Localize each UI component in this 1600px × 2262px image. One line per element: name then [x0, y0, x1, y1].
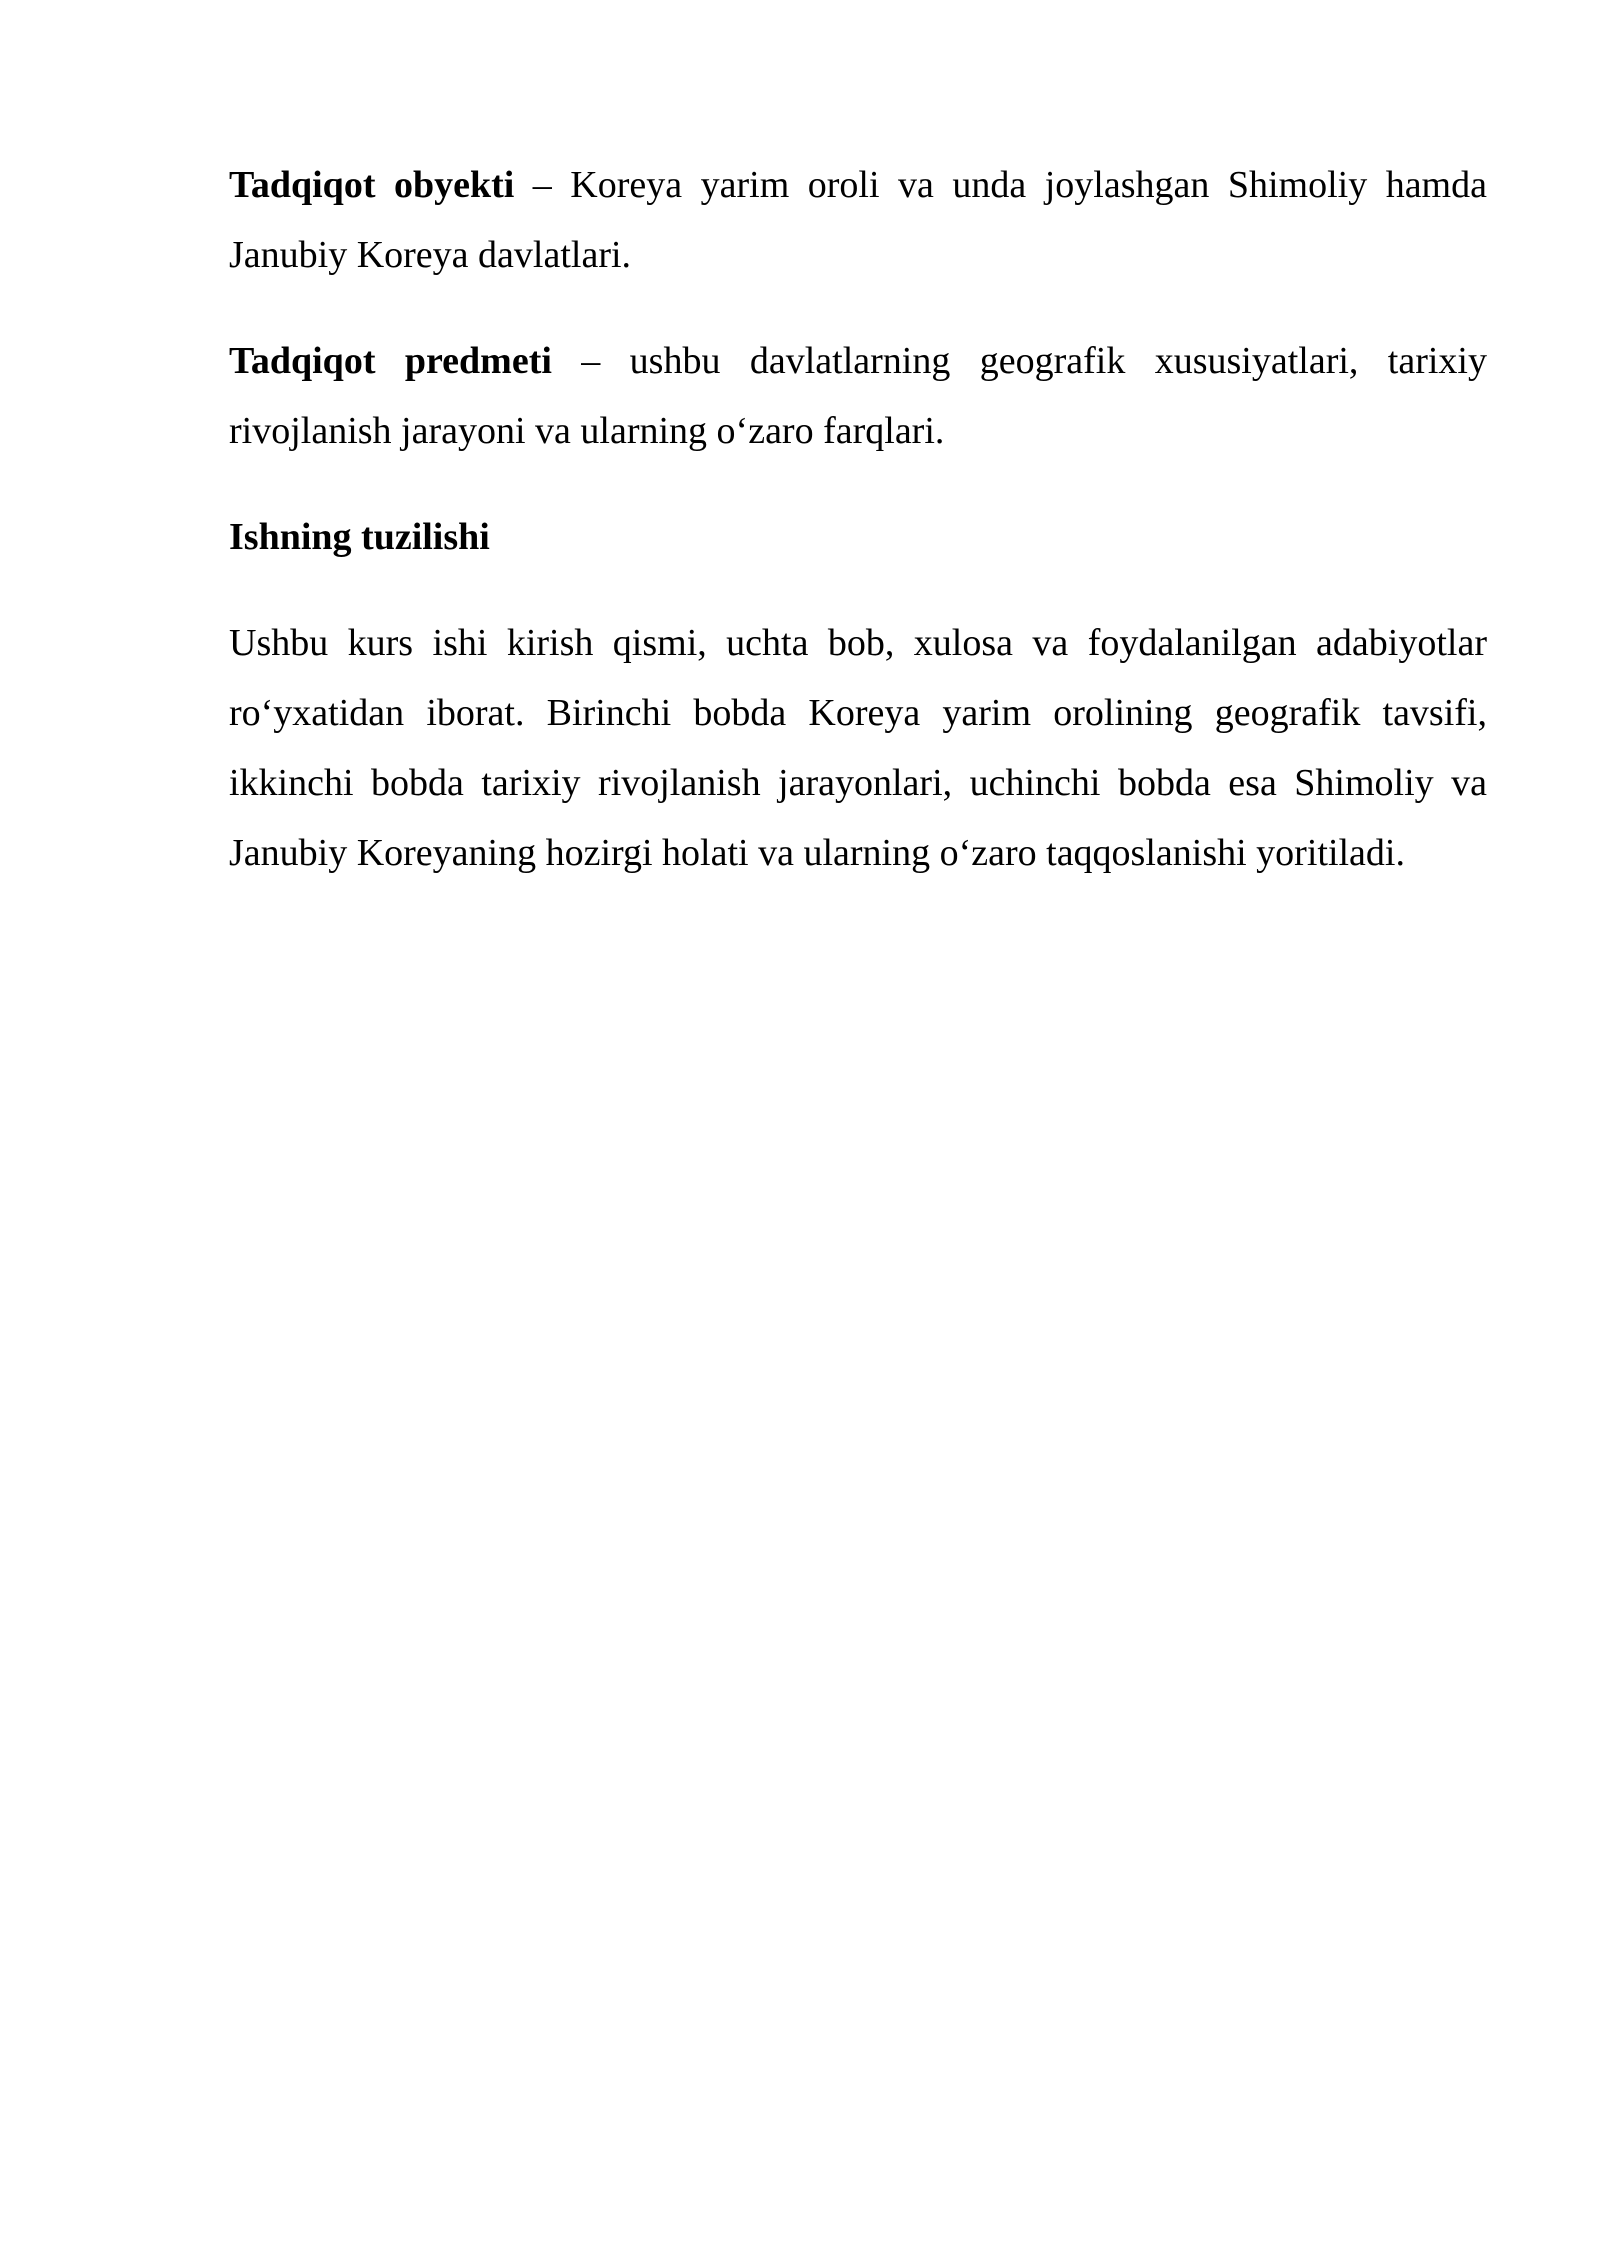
research-object-text: – Koreya yarim oroli va unda joylashgan Shimoliy hamda Janubiy Koreya davlatlari. [229, 164, 1487, 276]
research-subject-paragraph [229, 326, 1487, 466]
structure-heading: Ishning tuzilishi [229, 516, 490, 558]
research-object-paragraph [229, 150, 1487, 290]
research-object-term: Tadqiqot obyekti [229, 164, 515, 206]
research-subject-term: Tadqiqot predmeti [229, 340, 552, 382]
structure-paragraph: Ushbu kurs ishi kirish qismi, uchta bob, xulosa va foydalanilgan adabiyotlar ro‘yxatidan iborat. Birinchi bobda Koreya yarim orolining geografik tavsifi, ikkinchi bobda tarixiy rivojlanish jarayonlari, uchinchi bobda esa Shimoliy va Janubiy Koreyaning hozirgi holati va ularning o‘zaro taqqoslanishi yoritiladi. [229, 622, 1487, 874]
research-subject-text: – ushbu davlatlarning geografik xususiyatlari, tarixiy rivojlanish jarayoni va ularning o‘zaro farqlari. [229, 340, 1487, 452]
